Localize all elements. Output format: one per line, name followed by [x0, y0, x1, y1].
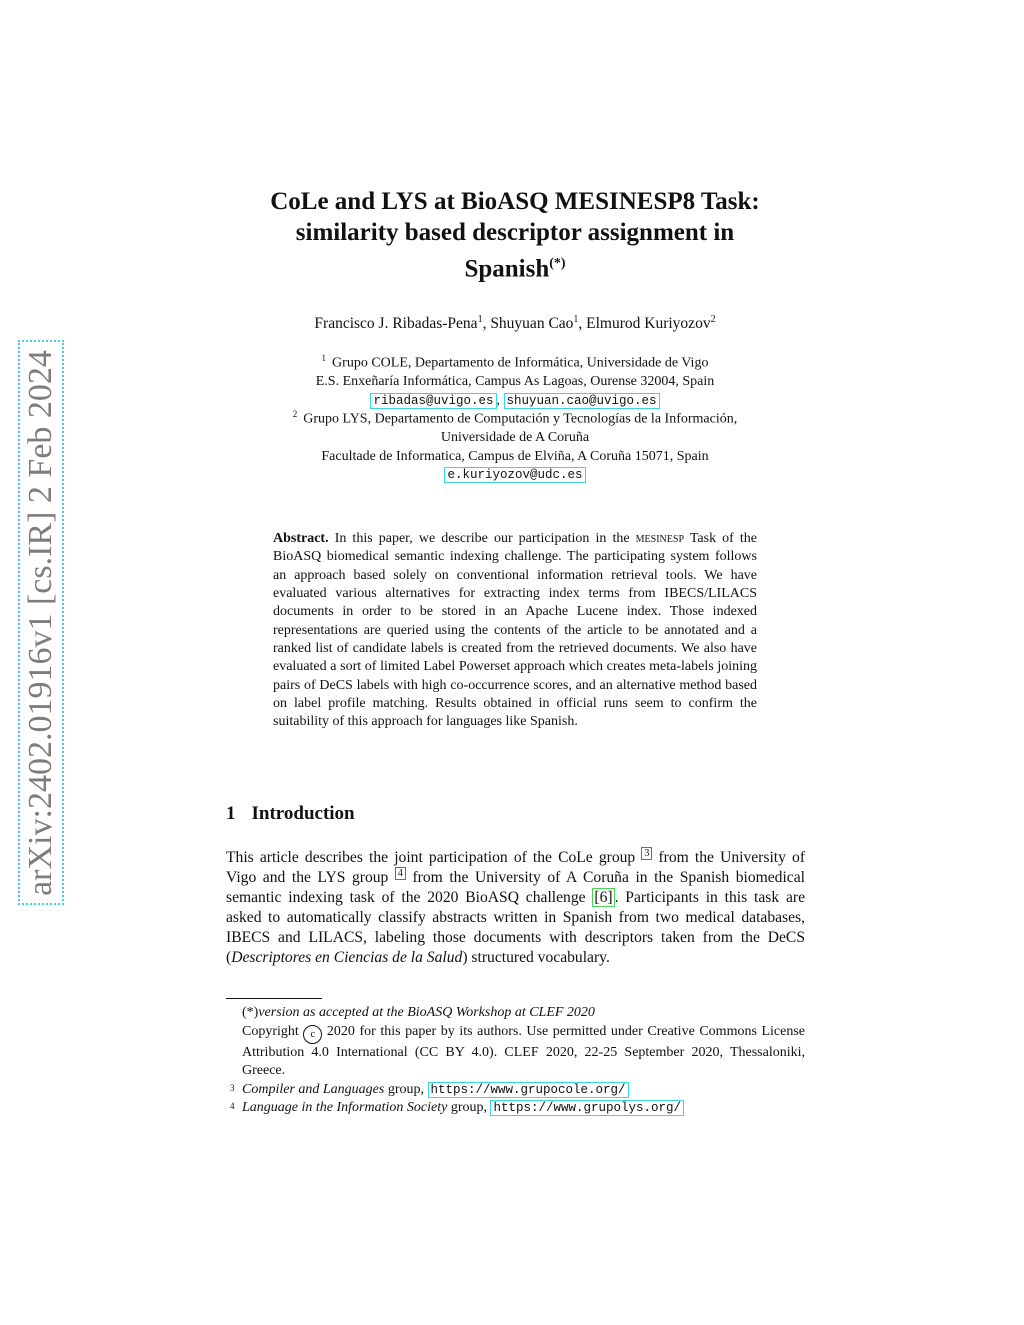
intro-italic-term: Descriptores en Ciencias de la Salud: [231, 949, 463, 967]
intro-text-3: from the University of A Coruña in the Spanish biomedical semantic indexing task of the 2020 BioASQ challenge: [226, 869, 805, 907]
url-link-grupolys[interactable]: https://www.grupolys.org/: [490, 1100, 684, 1116]
abstract-body: Task of the BioASQ biomedical semantic indexing challenge. The participating system follows an approach based solely on conventional information retrieval tools. We have evaluated various alternatives for extracting index terms from IBECS/LILACS documents in order to be stored in an Apache Lucene index. Those indexed representations are queried using the contents of the article to be annotated and a ranked list of candidate labels is created from the retrieved documents. We also have evaluated a sort of limited Label Powerset approach which creates meta-labels joining pairs of DeCS labels with high co-occurrence scores, and an alternative method based on label profile matching. Results obtained in official runs seem to confirm the suitability of this approach for languages like Spanish.: [273, 531, 757, 730]
affil-2-number: 2: [292, 409, 298, 419]
author-1: Francisco J. Ribadas-Pena: [314, 315, 478, 333]
footnote-4-italic: Language in the Information Society: [242, 1100, 448, 1115]
footnote-rule: [226, 998, 322, 999]
title-line-1: CoLe and LYS at BioASQ MESINESP8 Task:: [270, 188, 760, 215]
abstract-label: Abstract.: [273, 531, 329, 546]
footnote-4: [226, 1099, 805, 1118]
intro-text-2: from the University of Vigo and the LYS group: [226, 849, 806, 887]
footnote-3-italic: Compiler and Languages: [242, 1081, 385, 1097]
paper-title: [170, 186, 860, 284]
email-link-cao[interactable]: shuyuan.cao@uvigo.es: [504, 393, 660, 409]
affil-2-line-2: Universidade de A Coruña: [440, 430, 590, 446]
section-number: 1: [226, 803, 236, 824]
email-link-ribadas[interactable]: ribadas@uvigo.es: [370, 393, 496, 409]
abstract: [273, 530, 757, 732]
copyright-note: [226, 1023, 805, 1081]
title-line-3-text: Spanish: [464, 255, 550, 283]
copyright-text: 2020 for this paper by its authors. Use permitted under Creative Commons License Attribution 4.0 International (CC BY 4.0). CLEF 2020, 22-25 September 2020, Thessaloniki, Greece.: [242, 1023, 806, 1078]
affiliation-1: $^1$ Grupo COLE, Departamento de Informática, Universidade de Vigo E.S. Enxeñaría Informática, Campus As Lagoas, Ourense 32004, Spain ribadas@uvigo.es , shuyuan.cao@uvigo.es: [170, 349, 860, 410]
author-2: Shuyuan Cao: [490, 315, 574, 333]
intro-text-4: . Participants in this task are asked to automatically classify abstracts written in Spanish from two medical databases, IBECS and LILACS, labeling those documents with descriptors taken from the DeCS (: [226, 889, 805, 967]
author-1-affil: 1: [477, 314, 483, 325]
affil-2-line-3: Facultade de Informatica, Campus de Elviña, A Coruña 15071, Spain: [321, 448, 709, 464]
author-2-affil: 1: [573, 314, 579, 325]
title-mark: (*): [549, 256, 566, 271]
affil-1-line-2: E.S. Enxeñaría Informática, Campus As Lagoas, Ourense 32004, Spain: [315, 374, 715, 390]
footnote-3-text: group,: [387, 1081, 425, 1097]
section-heading-introduction: [226, 803, 355, 825]
abstract-task-name: mesinesp: [635, 531, 685, 546]
footnotes: [226, 1004, 805, 1118]
affil-1-number: 1: [321, 353, 327, 363]
affil-1-line-1: Grupo COLE, Departamento de Informática, Universidade de Vigo: [332, 355, 709, 371]
citation-link-6[interactable]: [6]: [594, 889, 613, 907]
copyright-icon: c: [303, 1025, 322, 1044]
arxiv-id: arXiv:2402.01916v1 [cs.IR] 2 Feb 2024: [22, 349, 59, 896]
footnote-star-mark: (*): [242, 1005, 259, 1020]
url-link-grupocole[interactable]: https://www.grupocole.org/: [428, 1082, 629, 1098]
footnote-link-3[interactable]: 3: [641, 847, 652, 860]
footnote-4-text: group,: [450, 1100, 487, 1115]
section-title: Introduction: [251, 803, 355, 824]
abstract-intro: In this paper, we describe our participation in the: [334, 531, 630, 546]
arxiv-stamp[interactable]: [18, 340, 64, 905]
affil-2-line-1: Grupo LYS, Departamento de Computación y Tecnologías de la Información,: [303, 411, 738, 427]
intro-paragraph: [226, 848, 805, 969]
title-line-3: [170, 248, 860, 284]
footnote-link-4[interactable]: 4: [395, 867, 406, 880]
footnote-star: [226, 1004, 805, 1023]
author-3: Elmurod Kuriyozov: [586, 315, 711, 333]
intro-text-1: This article describes the joint participation of the CoLe group: [226, 849, 636, 866]
intro-text-5: ) structured vocabulary.: [462, 949, 610, 967]
footnote-3-mark: 3: [230, 1082, 235, 1093]
footnote-star-text: version as accepted at the BioASQ Workshop at CLEF 2020: [258, 1005, 595, 1020]
footnote-4-mark: 4: [230, 1101, 235, 1111]
author-3-affil: 2: [710, 314, 716, 325]
email-link-kuriyozov[interactable]: e.kuriyozov@udc.es: [444, 467, 585, 483]
copyright-label: Copyright: [242, 1023, 299, 1039]
affiliation-2: [170, 405, 860, 485]
author-list: Francisco J. Ribadas-Pena$^1$, Shuyuan Cao$^1$, Elmurod Kuriyozov$^2$: [314, 314, 716, 333]
footnote-3: [226, 1081, 805, 1100]
title-line-2: similarity based descriptor assignment in: [295, 219, 735, 246]
